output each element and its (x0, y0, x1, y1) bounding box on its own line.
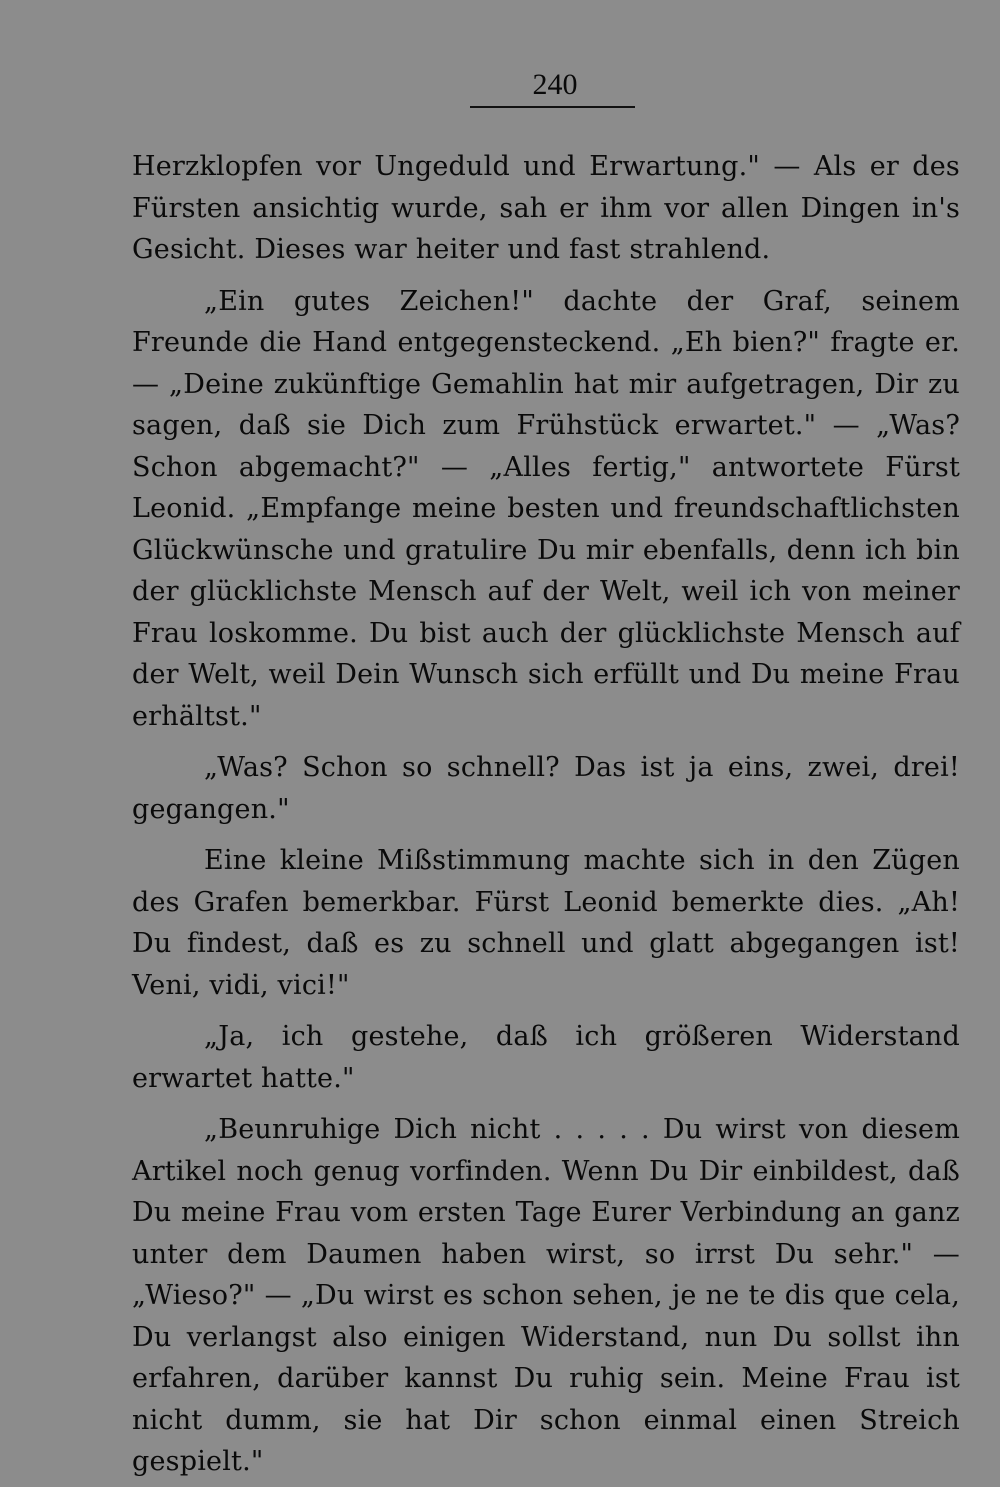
header-rule (470, 106, 635, 108)
paragraph: „Beunruhige Dich nicht . . . . . Du wirst von diesem Artikel noch genug vorfinden. Wenn Du Dir einbildest, daß Du meine Frau vom ersten Tage Eurer Verbindung an ganz unter dem Daumen haben wirst, so irrst Du sehr." — „Wieso?" — „Du wirst es schon sehen, je ne te dis que cela, Du verlangst also einigen Widerstand, nun Du sollst ihn erfahren, darüber kannst Du ruhig sein. Meine Frau ist nicht dumm, sie hat Dir schon einmal einen Streich gespielt." (132, 1114, 960, 1477)
page-number: 240 (532, 68, 578, 101)
paragraph: Herzklopfen vor Ungeduld und Erwartung." — Als er des Fürsten ansichtig wurde, sah er ihm vor allen Dingen in's Gesicht. Dieses war heiter und fast strahlend. (132, 151, 960, 265)
paragraph: Eine kleine Mißstimmung machte sich in den Zügen des Grafen bemerkbar. Fürst Leonid bemerkte dies. „Ah! Du findest, daß es zu schnell und glatt abgegangen ist! Veni, vidi, vici!" (132, 845, 960, 1001)
page-body (132, 146, 960, 1483)
paragraph: „Was? Schon so schnell? Das ist ja eins, zwei, drei! gegangen." (132, 752, 960, 825)
paragraph: „Ja, ich gestehe, daß ich größeren Widerstand erwartet hatte." (132, 1021, 960, 1094)
paragraph: „Ein gutes Zeichen!" dachte der Graf, seinem Freunde die Hand entgegensteckend. „Eh bien?" fragte er. — „Deine zukünftige Gemahlin hat mir aufgetragen, Dir zu sagen, daß sie Dich zum Frühstück erwartet." — „Was? Schon abgemacht?" — „Alles fertig," antwortete Fürst Leonid. „Empfange meine besten und freundschaftlichsten Glückwünsche und gratulire Du mir ebenfalls, denn ich bin der glücklichste Mensch auf der Welt, weil ich von meiner Frau loskomme. Du bist auch der glücklichste Mensch auf der Welt, weil Dein Wunsch sich erfüllt und Du meine Frau erhältst." (132, 285, 960, 732)
